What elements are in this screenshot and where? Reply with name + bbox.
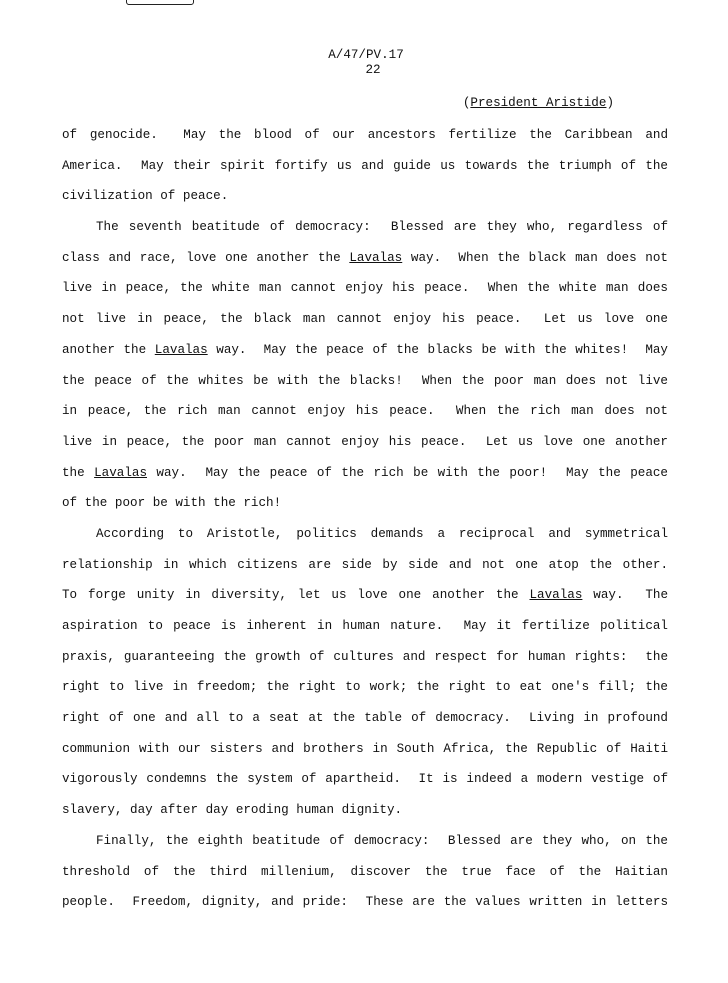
text-line: America. May their spirit fortify us and guide us towards the triumph of the xyxy=(62,158,668,173)
document-body xyxy=(62,120,668,918)
emphasized-term: Lavalas xyxy=(154,342,208,357)
emphasized-term: Lavalas xyxy=(349,250,403,265)
text-line: communion with our sisters and brothers in South Africa, the Republic of Haiti xyxy=(62,741,668,756)
text-run: way. The xyxy=(582,588,668,603)
emphasized-term: Lavalas xyxy=(529,588,583,603)
text-run: another the xyxy=(62,342,155,357)
text-line: people. Freedom, dignity, and pride: These are the values written in letters xyxy=(62,895,668,910)
text-run: class and race, love one another the xyxy=(62,250,350,265)
text-run: way. May the peace of the blacks be with the whites! May xyxy=(207,342,668,357)
text-line xyxy=(62,458,668,489)
text-line xyxy=(62,580,668,611)
text-line xyxy=(62,243,668,274)
paragraph-start-line: Finally, the eighth beatitude of democracy: Blessed are they who, on the xyxy=(96,833,668,848)
text-line: not live in peace, the black man cannot enjoy his peace. Let us love one xyxy=(62,312,668,327)
text-line: live in peace, the poor man cannot enjoy his peace. Let us love one another xyxy=(62,434,668,449)
speaker-close-paren: ) xyxy=(606,96,614,110)
text-line: the peace of the whites be with the blacks! When the poor man does not live xyxy=(62,373,668,388)
text-line: relationship in which citizens are side by side and not one atop the other. xyxy=(62,557,668,572)
text-run: the xyxy=(62,465,95,480)
text-run: To forge unity in diversity, let us love one another the xyxy=(62,588,530,603)
emphasized-term: Lavalas xyxy=(94,465,147,480)
text-line: right of one and all to a seat at the table of democracy. Living in profound xyxy=(62,711,668,726)
text-line: civilization of peace. xyxy=(62,189,229,204)
text-line: of the poor be with the rich! xyxy=(62,496,282,511)
page-number: 22 xyxy=(365,63,381,77)
text-run: way. When the black man does not xyxy=(402,250,668,265)
text-line: aspiration to peace is inherent in human nature. May it fertilize political xyxy=(62,619,668,633)
scan-artifact xyxy=(126,0,194,5)
document-header xyxy=(0,48,728,78)
paragraph-start-line: The seventh beatitude of democracy: Blessed are they who, regardless of xyxy=(96,220,668,235)
document-symbol: A/47/PV.17 xyxy=(328,48,404,62)
text-line: in peace, the rich man cannot enjoy his peace. When the rich man does not xyxy=(62,404,668,419)
text-line: live in peace, the white man cannot enjoy his peace. When the white man does xyxy=(62,281,668,296)
speaker-name: President Aristide xyxy=(470,96,607,110)
text-line: of genocide. May the blood of our ancestors fertilize the Caribbean and xyxy=(62,128,668,142)
text-line: slavery, day after day eroding human dignity. xyxy=(62,803,403,818)
paragraph-start-line: According to Aristotle, politics demands a reciprocal and symmetrical xyxy=(96,526,668,541)
speaker-attribution xyxy=(463,96,614,111)
text-line: vigorously condemns the system of apartheid. It is indeed a modern vestige of xyxy=(62,772,668,787)
text-line xyxy=(62,335,668,366)
text-line: praxis, guaranteeing the growth of cultures and respect for human rights: the xyxy=(62,649,668,664)
text-line: right to live in freedom; the right to work; the right to eat one's fill; the xyxy=(62,680,668,695)
text-run: way. May the peace of the rich be with the poor! May the peace xyxy=(147,465,668,480)
speaker-open-paren: ( xyxy=(462,96,471,110)
text-line: threshold of the third millenium, discover the true face of the Haitian xyxy=(62,864,668,879)
